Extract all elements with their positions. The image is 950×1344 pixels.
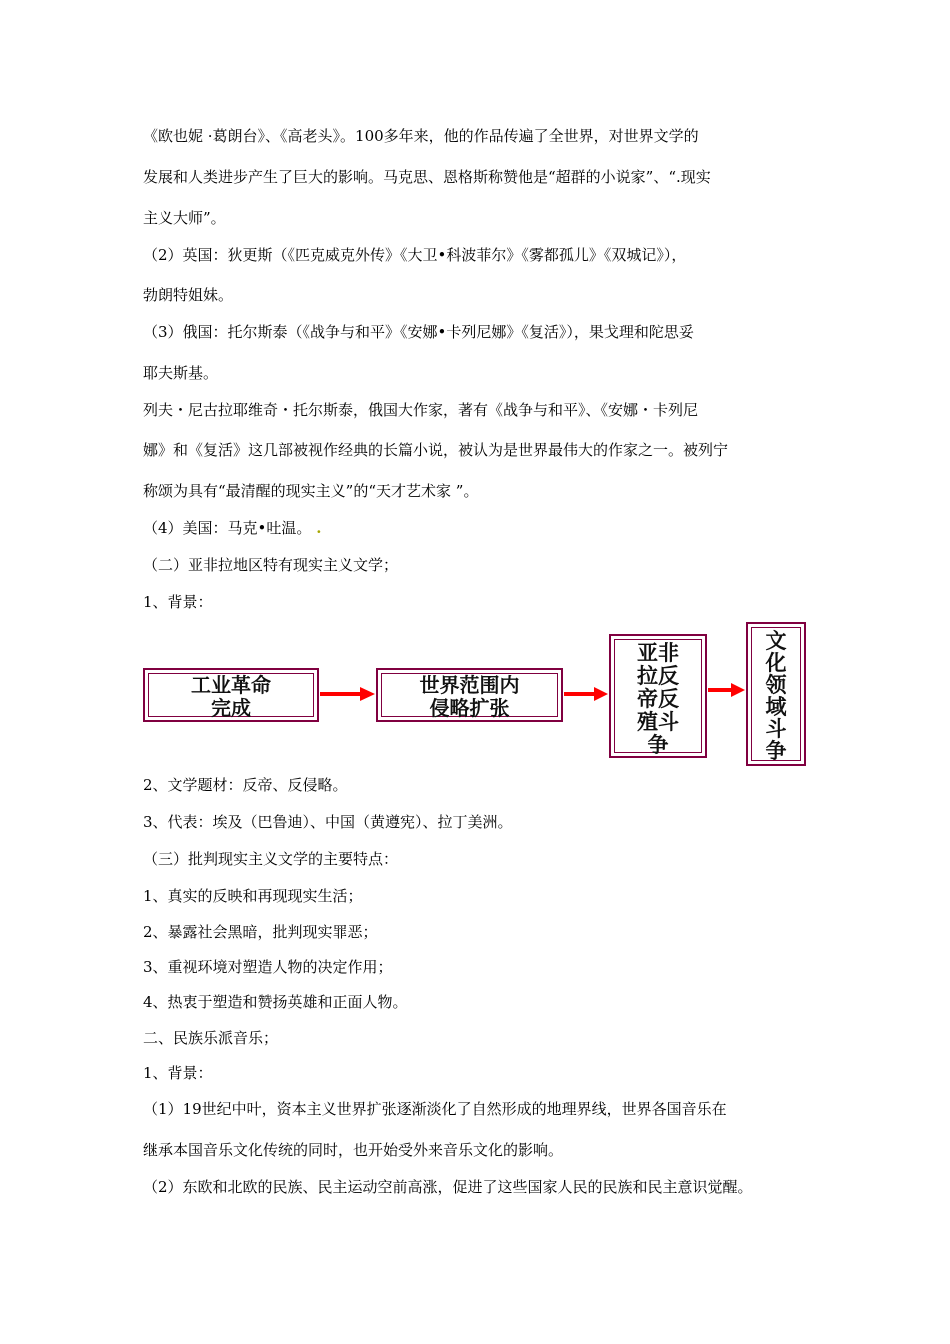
text-line: （2）英国：狄更斯（《匹克威克外传》《大卫•科波菲尔》《雾都孤儿》《双城记》）， xyxy=(143,246,687,264)
text-line: （3）俄国：托尔斯泰（《战争与和平》《安娜•卡列尼娜》《复活》），果戈理和陀思妥 xyxy=(143,323,694,341)
text-line: 列夫・尼古拉耶维奇・托尔斯泰，俄国大作家，著有《战争与和平》、《安娜・卡列尼 xyxy=(143,401,699,419)
line-text: （4）美国：马克•吐温。 xyxy=(143,519,312,537)
text-line: 主义大师”。 xyxy=(143,209,226,227)
box-label: 领 xyxy=(765,673,787,697)
text-line: 勃朗特姐妹。 xyxy=(143,286,234,304)
text-line: 2、文学题材：反帝、反侵略。 xyxy=(143,776,348,794)
text-line: 称颂为具有“最清醒的现实主义”的“天才艺术家 ”。 xyxy=(143,482,479,500)
text-line: 娜》和《复活》这几部被视作经典的长篇小说，被认为是世界最伟大的作家之一。被列宁 xyxy=(143,441,729,459)
text-line: （三）批判现实主义文学的主要特点： xyxy=(143,850,399,868)
box-label: 拉反 xyxy=(637,664,679,688)
box-label: 侵略扩张 xyxy=(429,696,510,720)
box-label: 争 xyxy=(765,739,787,763)
box-label: 亚非 xyxy=(637,641,679,665)
box-label: 世界范围内 xyxy=(419,673,520,697)
box-label: 文 xyxy=(765,629,787,653)
box-label: 工业革命 xyxy=(191,673,271,697)
arrow-right-icon xyxy=(708,683,745,697)
box-label: 域 xyxy=(765,695,787,719)
text-line: 2、暴露社会黑暗，批判现实罪恶； xyxy=(143,923,378,941)
text-line: 1、真实的反映和再现现实生活； xyxy=(143,887,363,905)
text-line: 1、背景： xyxy=(143,1064,213,1082)
arrow-right-icon xyxy=(320,687,375,701)
text-line: （2）东欧和北欧的民族、民主运动空前高涨，促进了这些国家人民的民族和民主意识觉醒。 xyxy=(143,1178,753,1196)
stray-mark: . xyxy=(316,519,322,537)
text-line: 3、代表：埃及（巴鲁迪）、中国（黄遵宪）、拉丁美洲。 xyxy=(143,813,513,831)
text-line: 耶夫斯基。 xyxy=(143,364,219,382)
text-line: 《欧也妮 ·葛朗台》、《高老头》。100多年来，他的作品传遍了全世界，对世界文学的 xyxy=(143,127,699,145)
text-line: 发展和人类进步产生了巨大的影响。马克思、恩格斯称赞他是“超群的小说家”、“.现实 xyxy=(143,168,711,186)
box-label: 争 xyxy=(647,733,669,757)
text-line: 4、热衷于塑造和赞扬英雄和正面人物。 xyxy=(143,993,408,1011)
box-label: 殖斗 xyxy=(637,710,679,734)
text-line: （二）亚非拉地区特有现实主义文学； xyxy=(143,556,399,574)
text-line: 继承本国音乐文化传统的同时，也开始受外来音乐文化的影响。 xyxy=(143,1141,564,1159)
box-label: 斗 xyxy=(765,717,787,741)
box-label: 帝反 xyxy=(637,687,679,711)
text-line: （1）19世纪中叶，资本主义世界扩张逐渐淡化了自然形成的地理界线，世界各国音乐在 xyxy=(143,1100,727,1118)
text-line: 1、背景： xyxy=(143,593,213,611)
text-line: 3、重视环境对塑造人物的决定作用； xyxy=(143,958,393,976)
text-line: 二、民族乐派音乐； xyxy=(143,1029,279,1047)
box-label: 完成 xyxy=(211,696,251,720)
arrow-right-icon xyxy=(564,687,608,701)
box-label: 化 xyxy=(765,651,787,675)
